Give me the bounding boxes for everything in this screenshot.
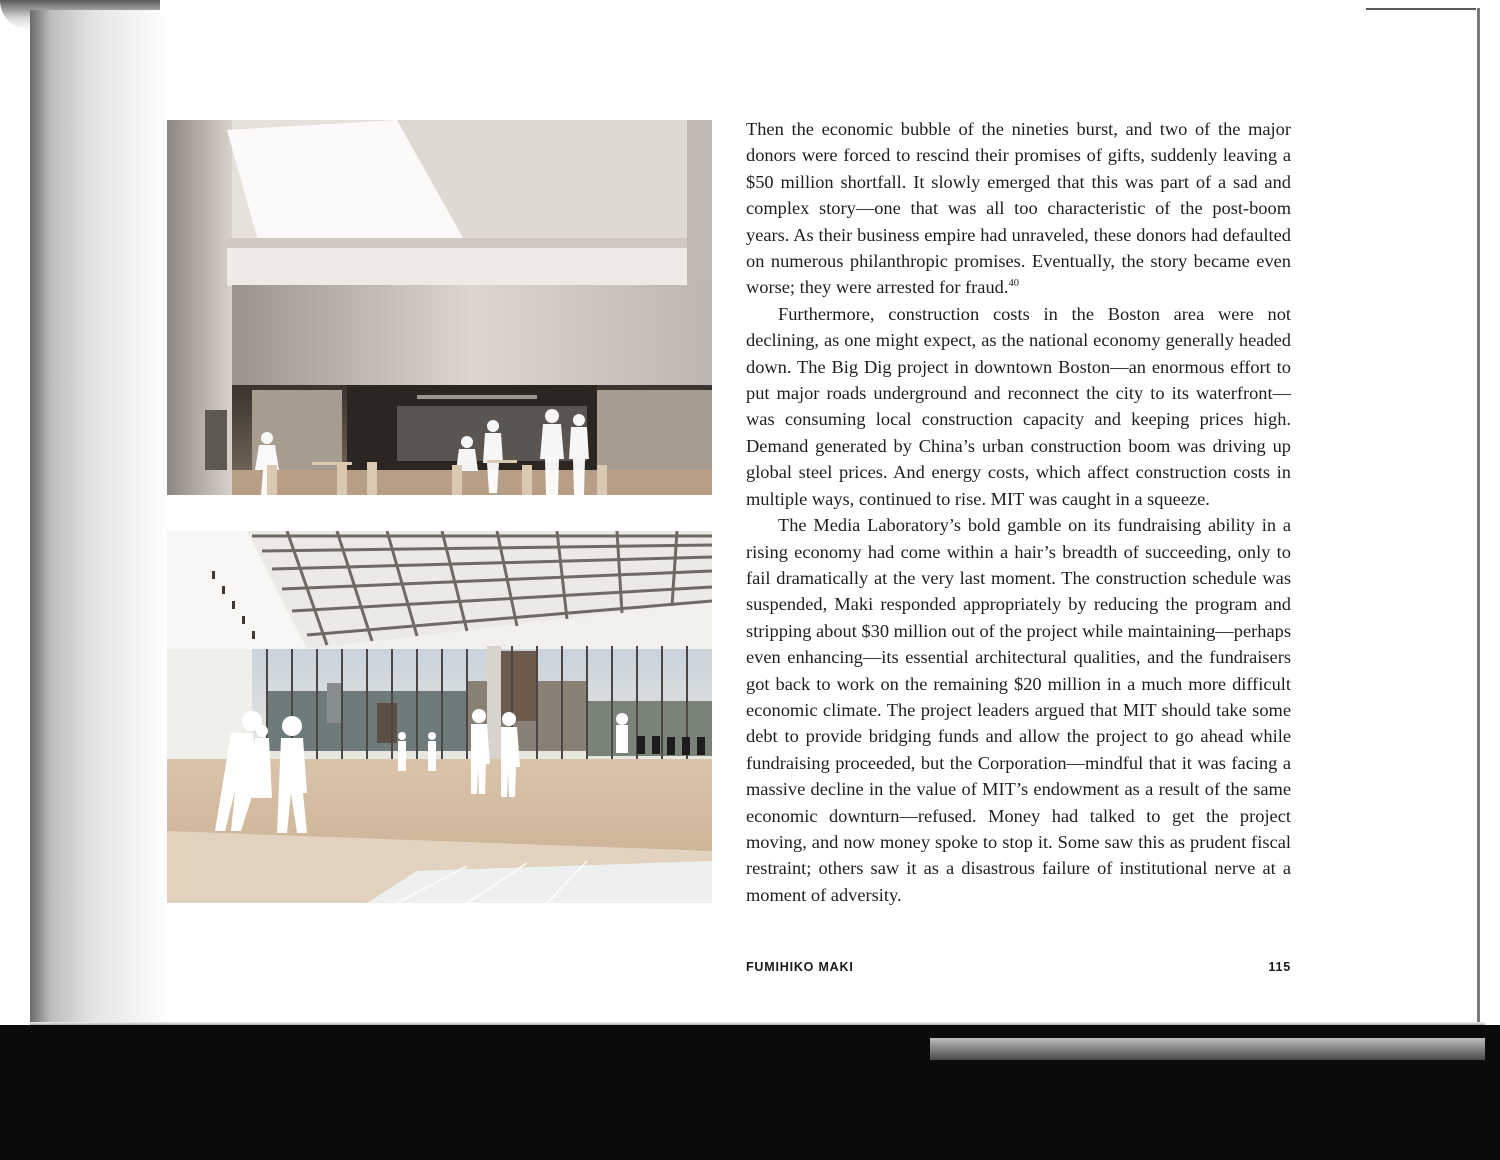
- paragraph: Furthermore, construction costs in the Boston area were not declining, as one might expect, as the national economy generally headed down. The Big Dig project in downtown Boston—an enormous effort to put major roads underground and reconnect the city to its waterfront—was consuming local construction capacity and keeping prices high. Demand generated by China’s urban construction boom was driving up global steel prices. And energy costs, which affect construction costs in multiple ways, continued to rise. MIT was caught in a squeeze.: [746, 303, 1291, 509]
- atrium-rendering-lower: [167, 531, 712, 903]
- paragraph: Then the economic bubble of the nineties burst, and two of the major donors were forced to rescind their promises of gifts, suddenly leaving a $50 million shortfall. It slowly emerged that this was part of a sad and complex story—one that was all too characteristic of the post-boom years. As their business empire had unraveled, these donors had defaulted on numerous philanthropic promises. Eventually, the story became even worse; they were arrested for fraud.$^{40}$: [746, 119, 1291, 298]
- binding-gutter-shadow: [30, 10, 170, 1035]
- paragraph: The Media Laboratory’s bold gamble on its fundraising ability in a rising economy had come within a hair’s breadth of succeeding, only to fail dramatically at the very last moment. The construction schedule was suspended, Maki responded appropriately by reducing the program and stripping about $30 million out of the project while maintaining—perhaps even enhancing—its essential architectural qualities, and the fundraisers got back to work on the remaining $20 million in a much more difficult economic climate. The project leaders argued that MIT should take some debt to provide bridging funds and allow the project to go ahead while fundraising proceeded, but the Corporation—mindful that it was facing a massive decline in the value of MIT’s endowment as a result of the same economic downturn—refused. Money had talked to get the project moving, and now money spoke to stop it. Some saw this as prudent fiscal restraint; others saw it as a disastrous failure of institutional nerve at a moment of adversity.: [746, 515, 1291, 905]
- atrium-rendering-lower-drawing: [167, 531, 712, 903]
- page-right-edge: [1477, 8, 1480, 1028]
- running-head-author: FUMIHIKO MAKI: [746, 960, 854, 974]
- scanner-bottom-gray-strip: [930, 1038, 1485, 1060]
- running-footer: [746, 960, 1291, 974]
- page-corner-edge: [1366, 8, 1476, 10]
- interior-rendering-upper: [167, 120, 712, 495]
- interior-rendering-upper-drawing: [167, 120, 712, 495]
- body-text-column: [746, 116, 1291, 908]
- footnote-marker[interactable]: 40: [1008, 278, 1019, 290]
- page-number: 115: [1268, 960, 1291, 974]
